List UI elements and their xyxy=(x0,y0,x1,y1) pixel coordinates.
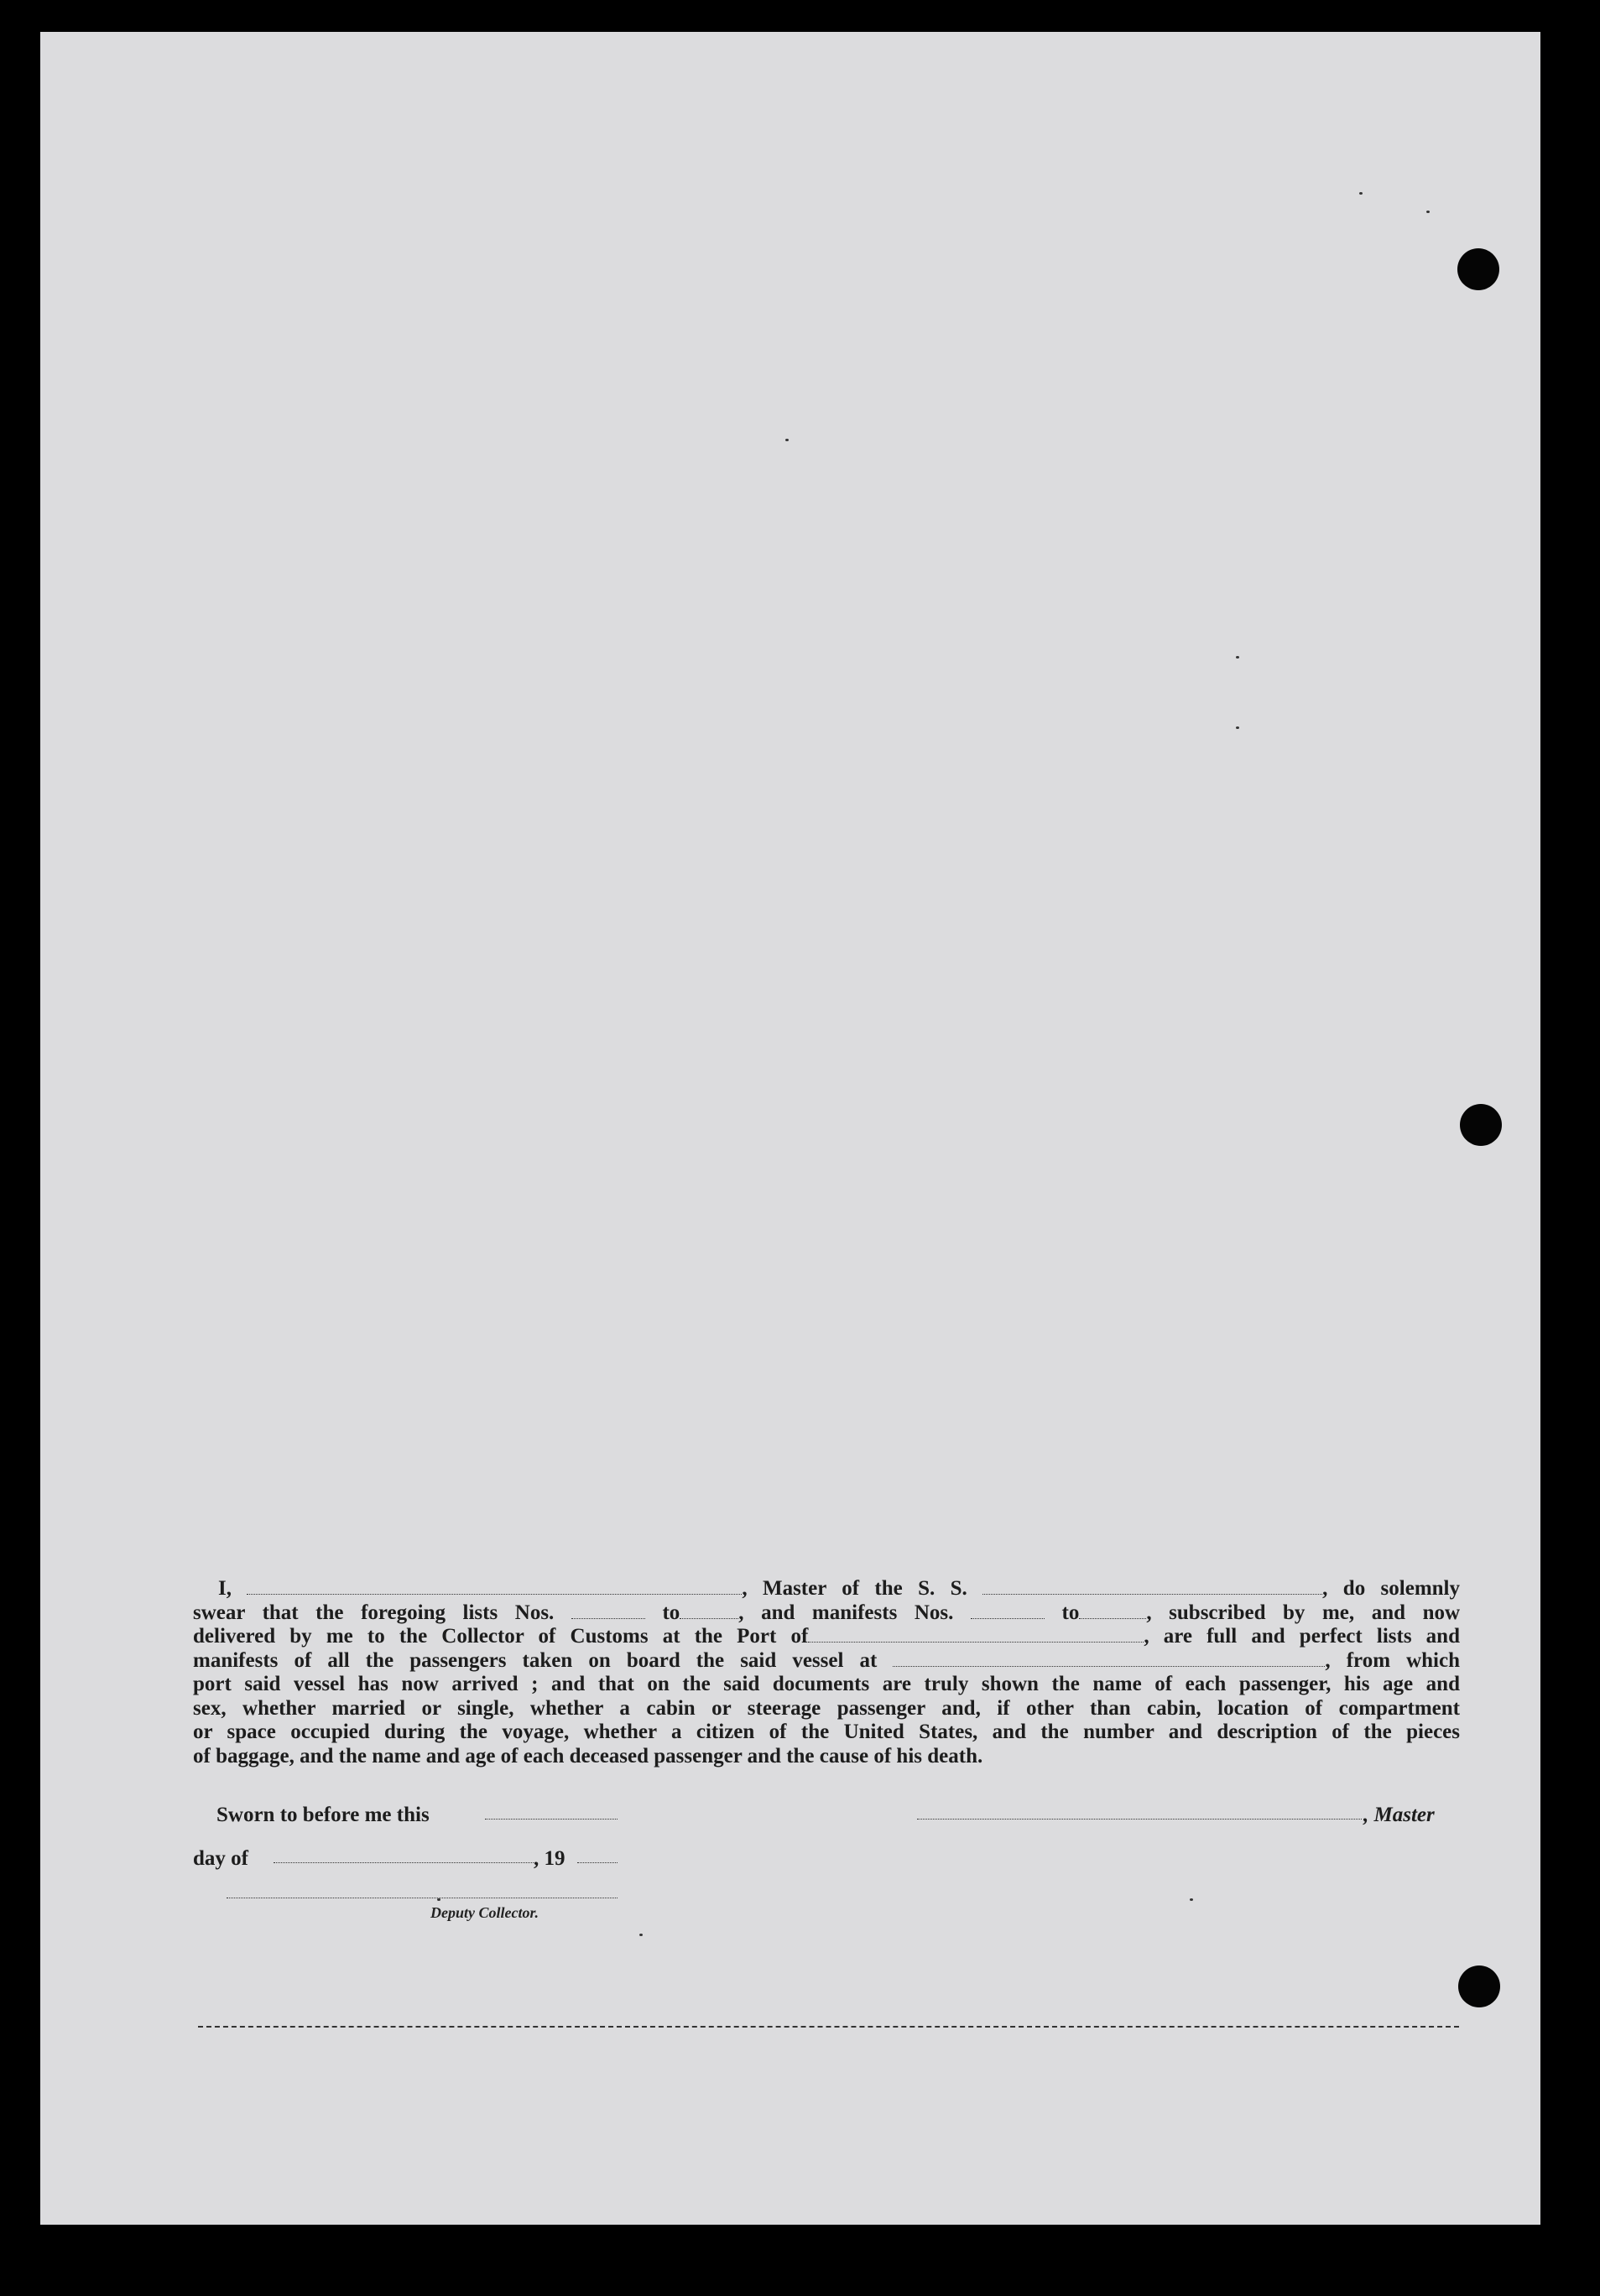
tear-line xyxy=(198,2026,1459,2028)
manifests-all-label: manifests of all the passengers taken on board the said vessel at xyxy=(193,1648,878,1672)
speck xyxy=(1190,1898,1193,1901)
speck xyxy=(1236,726,1239,729)
master-of-ss-label: , Master of the S. S. xyxy=(742,1577,967,1600)
master-signature-label: , Master xyxy=(1363,1804,1435,1826)
lists-to-blank xyxy=(680,1603,738,1619)
do-solemnly-label: , do solemnly xyxy=(1322,1577,1461,1600)
month-blank xyxy=(274,1862,535,1863)
port-blank xyxy=(808,1627,1144,1643)
deputy-collector-label: Deputy Collector. xyxy=(430,1904,539,1921)
oath-line-7: or space occupied during the voyage, whether a citizen of the United States, and the number and description of the pieces xyxy=(193,1721,1460,1743)
subscribed-label: , subscribed by me, and now xyxy=(1146,1601,1461,1624)
embarkation-port-blank xyxy=(893,1651,1325,1667)
delivered-label: delivered by me to the Collector of Customs at the Port of xyxy=(193,1625,809,1648)
to-label-1: to xyxy=(662,1601,680,1624)
oath-line-4 xyxy=(193,1649,1460,1674)
document-page xyxy=(40,32,1540,2225)
speck xyxy=(639,1934,643,1936)
sworn-label: Sworn to before me this xyxy=(216,1804,430,1826)
swear-that-label: swear that the foregoing lists Nos. xyxy=(193,1601,555,1624)
year-blank xyxy=(577,1862,618,1863)
sworn-date-blank xyxy=(485,1819,618,1820)
oath-line-2 xyxy=(193,1601,1460,1626)
master-name-blank xyxy=(247,1579,742,1595)
oath-line-8: of baggage, and the name and age of each deceased passenger and the cause of his death. xyxy=(193,1744,983,1768)
master-signature-blank xyxy=(917,1819,1362,1820)
lists-from-blank xyxy=(571,1603,645,1619)
from-which-label: , from which xyxy=(1325,1648,1460,1672)
oath-paragraph xyxy=(193,1577,1460,1768)
oath-line-3 xyxy=(193,1625,1460,1649)
oath-line-1 xyxy=(193,1577,1460,1601)
speck xyxy=(1236,656,1239,659)
to-label-2: to xyxy=(1061,1601,1080,1624)
manifests-to-blank xyxy=(1079,1603,1146,1619)
manifests-from-blank xyxy=(971,1603,1045,1619)
ship-name-blank xyxy=(982,1579,1322,1595)
day-of-label: day of xyxy=(193,1847,248,1870)
speck xyxy=(1359,192,1363,195)
oath-intro: I, xyxy=(218,1577,232,1600)
speck xyxy=(785,439,789,441)
and-manifests-label: , and manifests Nos. xyxy=(738,1601,954,1624)
punch-hole-middle xyxy=(1460,1104,1502,1146)
year-prefix-label: , 19 xyxy=(534,1847,565,1870)
full-perfect-label: , are full and perfect lists and xyxy=(1144,1625,1460,1648)
oath-line-5: port said vessel has now arrived ; and that on the said documents are truly shown the name of each passenger, his age and xyxy=(193,1673,1460,1695)
speck xyxy=(437,1898,440,1901)
oath-line-6: sex, whether married or single, whether a cabin or steerage passenger and, if other than cabin, location of compartment xyxy=(193,1696,1460,1720)
punch-hole-bottom xyxy=(1458,1965,1500,2007)
punch-hole-top xyxy=(1457,248,1499,290)
speck xyxy=(1426,211,1430,213)
